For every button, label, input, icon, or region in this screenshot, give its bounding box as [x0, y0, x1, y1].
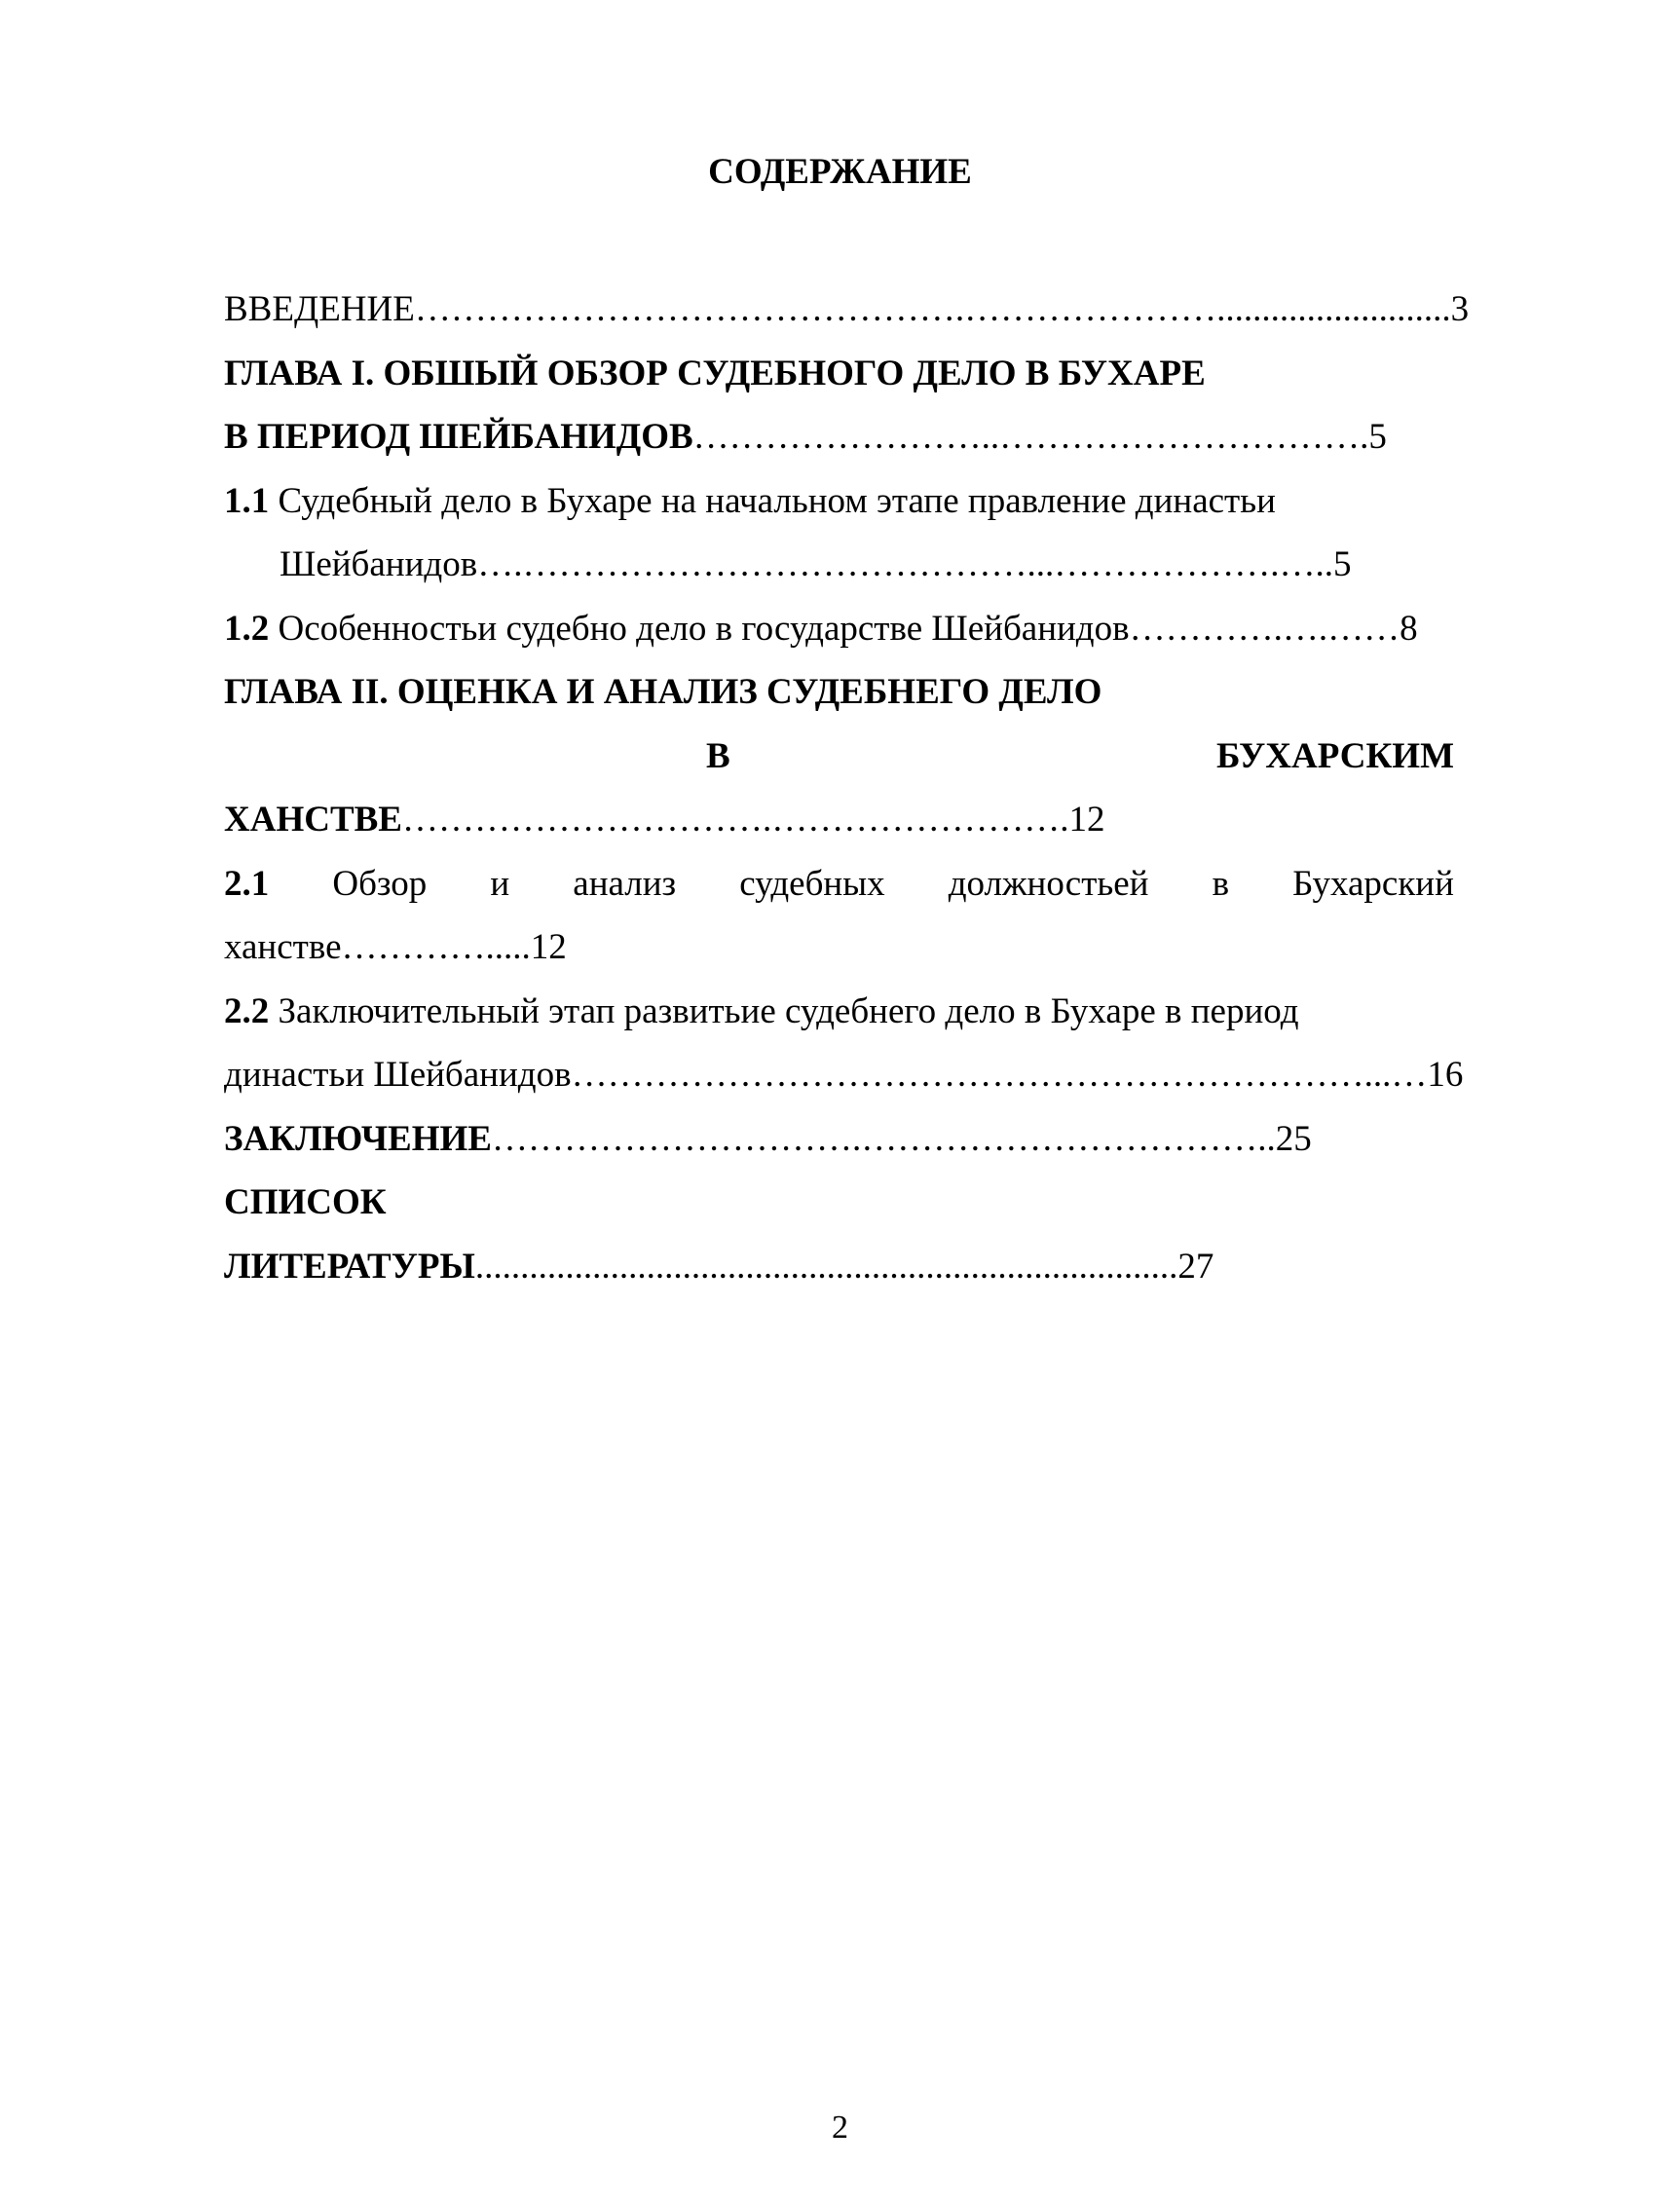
toc-page-number: 8	[1400, 608, 1418, 649]
toc-entry-text: Судебный дело в Бухаре на начальном этапе правление династьи	[278, 480, 1276, 521]
toc-entry-text: Шейбанидов	[280, 544, 478, 584]
toc-entry-section1-1-line1	[224, 469, 1454, 534]
toc-entry-section2-2-line1	[224, 980, 1454, 1044]
toc-entry-chapter1-line2	[224, 405, 1454, 469]
section-number: 2.2	[224, 990, 270, 1031]
toc-leader: ………….....	[341, 927, 531, 967]
section-number: 2.1	[224, 863, 270, 904]
toc-entry-text: ханстве	[224, 927, 342, 967]
toc-page-number: 25	[1275, 1118, 1312, 1159]
toc-entry-text: В ПЕРИОД ШЕЙБАНИДОВ	[224, 417, 693, 457]
toc-word: должностьей	[948, 863, 1149, 904]
toc-leader: ………………………….……………………………..	[491, 1118, 1276, 1159]
toc-page-number: 5	[1368, 417, 1387, 457]
toc-entry-bibliography-line1: СПИСОК	[224, 1182, 387, 1222]
toc-leader: ………….….……	[1129, 608, 1400, 649]
toc-page-number: 5	[1332, 544, 1352, 584]
toc-entry-bibliography-line2	[224, 1235, 1454, 1299]
toc-entry-text: династьи Шейбанидов	[224, 1055, 572, 1095]
toc-word: в	[1212, 863, 1230, 904]
toc-word: Обзор	[332, 863, 428, 904]
toc-word: анализ	[573, 863, 677, 904]
toc-page-number: 12	[530, 927, 567, 967]
toc-word: судебных	[739, 863, 885, 904]
toc-entry-text: ЗАКЛЮЧЕНИЕ	[224, 1118, 492, 1159]
toc-word: В	[706, 735, 730, 776]
page-number: 2	[832, 2110, 848, 2146]
toc-page-number: 12	[1068, 800, 1105, 840]
toc-leader: ………………………….…………………….	[401, 800, 1069, 840]
table-of-contents	[224, 278, 1470, 1298]
toc-entry-text: Заключительный этап развитьие судебнего дело в Бухаре в период	[278, 990, 1299, 1031]
toc-entry-section1-2	[224, 597, 1454, 661]
toc-page-number: 27	[1177, 1246, 1214, 1287]
toc-leader: ……………………..………………………….	[692, 417, 1369, 457]
section-number: 1.1	[224, 480, 270, 521]
toc-entry-chapter2-line2	[224, 725, 1454, 789]
toc-entry-chapter1-line1: ГЛАВА I. ОБШЫЙ ОБЗОР СУДЕБНОГО ДЕЛО В БУХАРЕ	[224, 353, 1206, 393]
toc-page-number: 3	[1450, 289, 1470, 329]
toc-entry-text: Особенностьи судебно дело в государстве Шейбанидов	[278, 608, 1130, 649]
page-title: СОДЕРЖАНИЕ	[708, 152, 972, 192]
toc-entry-chapter2-line3	[224, 788, 1454, 852]
section-number: 1.2	[224, 608, 270, 649]
toc-page-number: 16	[1427, 1055, 1464, 1095]
toc-entry-text: ХАНСТВЕ	[224, 800, 402, 840]
toc-word: БУХАРСКИМ	[1215, 735, 1454, 776]
toc-entry-text: ВВЕДЕНИЕ	[224, 289, 415, 329]
toc-word: и	[490, 863, 510, 904]
toc-entry-conclusion	[224, 1107, 1454, 1172]
toc-entry-section2-2-line2	[224, 1043, 1464, 1107]
toc-entry-introduction	[224, 278, 1470, 342]
toc-leader: ……………………………………….…………………..........................	[414, 289, 1451, 329]
toc-word: Бухарский	[1292, 863, 1454, 904]
toc-leader: ..............................................................................	[474, 1246, 1178, 1287]
toc-leader: ….……………………………………...……………….…..	[477, 544, 1333, 584]
toc-leader: …………………………………………………………...…	[571, 1055, 1428, 1095]
toc-entry-chapter2-line1: ГЛАВА II. ОЦЕНКА И АНАЛИЗ СУДЕБНЕГО ДЕЛО	[224, 672, 1102, 712]
toc-entry-section2-1-line1	[224, 852, 1454, 916]
toc-entry-text: ЛИТЕРАТУРЫ	[224, 1246, 475, 1287]
toc-entry-section2-1-line2	[224, 915, 1454, 980]
toc-entry-section1-1-line2	[224, 533, 1454, 597]
